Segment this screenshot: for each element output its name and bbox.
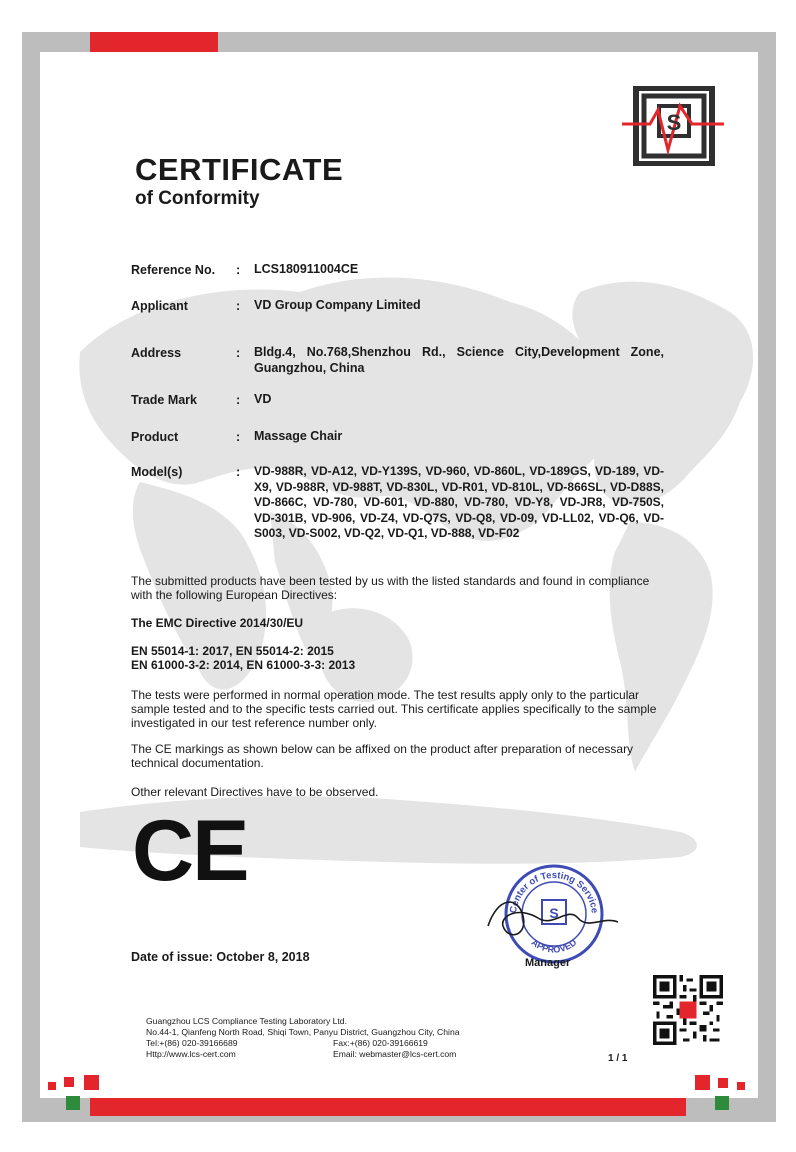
other-directives: Other relevant Directives have to be observed.: [131, 785, 379, 799]
applicant-value: VD Group Company Limited: [254, 298, 421, 312]
reference-colon: :: [236, 263, 241, 277]
tests-paragraph: The tests were performed in normal operation mode. The test results apply only to the particular sample tested and to the specific tests carried out. This certificate applies specifically to the sample investigated in our test reference number only.: [131, 688, 657, 730]
footer-website: Http://www.lcs-cert.com: [146, 1049, 236, 1059]
trademark-value: VD: [254, 392, 272, 406]
address-value: Bldg.4, No.768,Shenzhou Rd., Science City,Development Zone, Guangzhou, China: [254, 345, 664, 375]
svg-text:S: S: [549, 905, 559, 921]
corner-square-right-2: [718, 1078, 728, 1088]
standards-line-1: EN 55014-1: 2017, EN 55014-2: 2015: [131, 644, 334, 658]
reference-value: LCS180911004CE: [254, 262, 359, 276]
corner-square-right-1: [695, 1075, 710, 1090]
page-number: 1 / 1: [608, 1053, 628, 1064]
applicant-colon: :: [236, 299, 241, 313]
models-colon: :: [236, 465, 241, 479]
standards-line-2: EN 61000-3-2: 2014, EN 61000-3-3: 2013: [131, 658, 356, 672]
footer-fax: Fax:+(86) 020-39166619: [333, 1038, 428, 1048]
corner-square-left-1: [48, 1082, 56, 1090]
lcs-logo: [622, 86, 724, 166]
footer-tel: Tel:+(86) 020-39166689: [146, 1038, 238, 1048]
logo-letter: S: [666, 110, 682, 135]
signature-role: Manager: [525, 957, 571, 969]
product-label: Product: [131, 430, 179, 444]
stamp-top-text: Center of Testing Service: [508, 869, 600, 914]
approval-stamp: [478, 856, 628, 966]
ce-mark: CE: [132, 803, 248, 899]
product-value: Massage Chair: [254, 429, 343, 443]
bottom-red-bar: [90, 1098, 686, 1116]
date-of-issue: Date of issue: October 8, 2018: [131, 950, 310, 964]
reference-label: Reference No.: [131, 263, 216, 277]
corner-square-left-green: [66, 1096, 80, 1110]
corner-square-left-2: [64, 1077, 74, 1087]
address-label: Address: [131, 346, 182, 360]
certificate-subtitle: of Conformity: [135, 188, 260, 209]
ce-paragraph: The CE markings as shown below can be affixed on the product after preparation of necessary technical documentation.: [131, 742, 634, 770]
svg-text:APPROVED: [530, 937, 579, 955]
trademark-label: Trade Mark: [131, 393, 198, 407]
footer-email: Email: webmaster@lcs-cert.com: [333, 1049, 457, 1059]
certificate-title: CERTIFICATE: [135, 152, 344, 187]
stamp-bottom-text: APPROVED: [529, 937, 579, 955]
address-colon: :: [236, 346, 241, 360]
directive-heading: The EMC Directive 2014/30/EU: [131, 616, 304, 630]
top-red-tab: [90, 32, 218, 52]
product-colon: :: [236, 430, 241, 444]
footer-lab-name: Guangzhou LCS Compliance Testing Laboratory Ltd.: [146, 1016, 347, 1026]
corner-square-left-3: [84, 1075, 99, 1090]
models-label: Model(s): [131, 465, 183, 479]
models-value: VD-988R, VD-A12, VD-Y139S, VD-960, VD-860L, VD-189GS, VD-189, VD-X9, VD-988R, VD-988T, VD-830L, VD-R01, VD-810L, VD-866SL, VD-D88S, VD-866C, VD-780, VD-601, VD-880, VD-780, VD-Y8, VD-JR8, VD-750S, VD-301B, VD-906, VD-Z4, VD-Q7S, VD-Q8, VD-09, VD-LL02, VD-Q6, VD-S003, VD-S002, VD-Q2, VD-Q1, VD-888, VD-F02: [254, 464, 664, 540]
compliance-intro: The submitted products have been tested by us with the listed standards and found in compliance with the following European Directives:: [131, 574, 650, 602]
footer-lab-address: No.44-1, Qianfeng North Road, Shiqi Town, Panyu District, Guangzhou City, China: [146, 1027, 460, 1037]
trademark-colon: :: [236, 393, 241, 407]
applicant-label: Applicant: [131, 299, 188, 313]
corner-square-right-green: [715, 1096, 729, 1110]
qr-code: [653, 975, 723, 1045]
corner-square-right-3: [737, 1082, 745, 1090]
